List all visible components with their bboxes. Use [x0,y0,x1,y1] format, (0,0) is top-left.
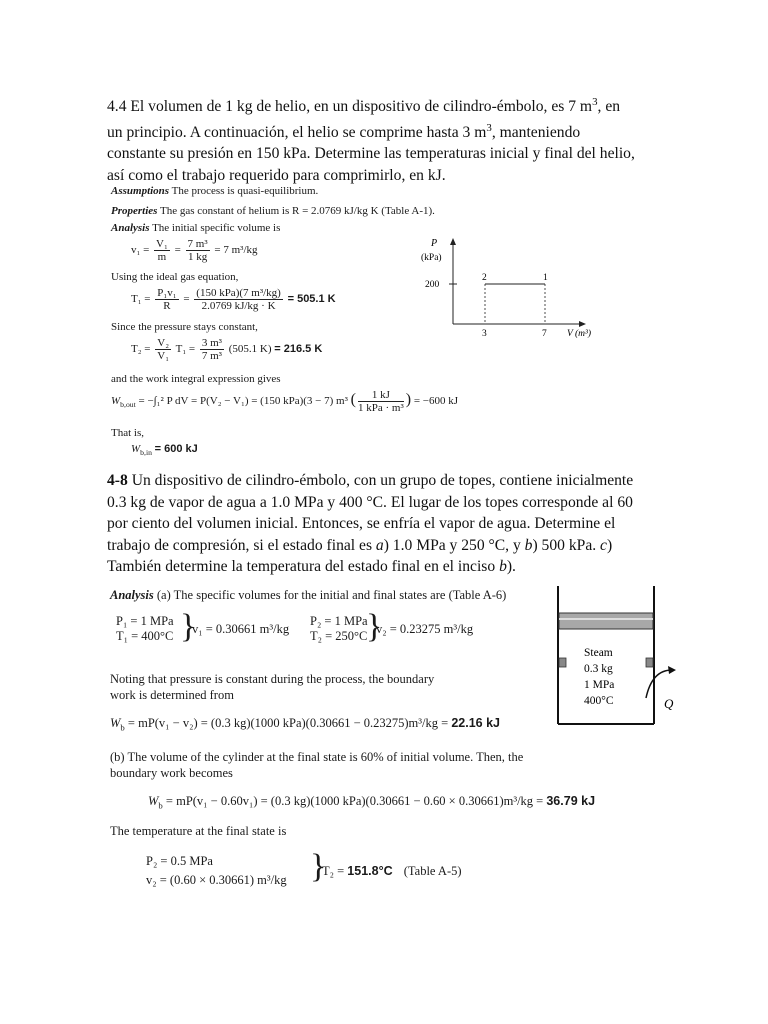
p-axis-label: P [431,238,438,249]
state-2-brace: } [366,608,383,645]
state-2-specific-volume: v₂ = 0.23275 m³/kg [376,622,474,636]
problem-4-8-statement [107,470,667,578]
state-1-brace: } [180,608,197,645]
equation-work-a: $W_b = mP(v_1 - v_2) = (0.3$ kg)(1000 kPa)(0.30661 − 0.23275)m³/kg = 22.16 kJ [110,716,500,733]
equation-work-out: $W_{b,out} = -\int_1^2$ P dV = P(V₂ − V₁) = (150 kPa)(3 − 7) m³ ( $\frac{1 kJ}{\text{1 kPa · m³}}$ ) = −600 kJ [111,389,459,414]
problem-4-8-line-4: trabajo de compresión, si el estado final es a) 1.0 MPa y 250 °C, y b) 500 kPa. c) [107,536,613,554]
label-steam: Steam [584,647,613,659]
state-1-pressure: P₁ = 1 MPa [116,614,174,628]
piston-cylinder-figure [548,586,688,728]
work-integral-line: and the work integral expression gives [111,373,281,385]
problem-4-8-line-2: 0.3 kg de vapor de agua a 1.0 MPa y 400 °C. El lugar de los topes corresponde al 60 [107,493,633,511]
p-axis-arrow [450,238,456,245]
state-2-pressure: P₂ = 1 MPa [310,614,368,628]
equation-work-in: $W_{b,in} = 600$ kJ [131,443,198,458]
piston [559,613,653,629]
heat-arrow [646,670,672,698]
note-line-1: Noting that pressure is constant during the process, the boundary [110,672,435,686]
v-axis-label: V (m³) [567,329,592,339]
stop-right [646,658,653,667]
v-axis-arrow [579,321,586,327]
state-1-label: 1 [543,273,548,283]
label-mass: 0.3 kg [584,663,613,675]
part-b-line-2: boundary work becomes [110,766,233,780]
v-tick-3: 3 [482,329,487,339]
problem-4-4-line-3: constante su presión en 150 kPa. Determine las temperaturas inicial y final del helio, [107,145,635,163]
equation-work-b: $W_b = mP(v_1 - 0.60v_1) = (0.3$ kg)(1000 kPa)(0.30661 − 0.60 × 0.30661)m³/kg = 36.79 kJ [148,794,596,811]
pressure-constant-line: Since the pressure stays constant, [111,321,258,333]
heat-arrow-head [668,666,676,674]
problem-4-4-line-1: 4.4 El volumen de 1 kg de helio, en un dispositivo de cilindro-émbolo, es 7 $m^3$, en [107,96,621,116]
p-tick-200: 200 [425,280,440,290]
state-2-temperature: T₂ = 250°C [310,629,368,643]
problem-4-8-line-1: 4-8 Un dispositivo de cilindro-émbolo, con un grupo de topes, contiene inicialmente [107,472,634,489]
equation-v1: v₁ = $\frac{\text{V₁}}{m}$ = $\frac{\text{7 m³}}{1 kg}$ = 7 m³/kg [131,238,258,263]
ideal-gas-line: Using the ideal gas equation, [111,271,239,283]
equation-t1: T₁ = $\frac{\text{P₁v₁}}{R}$ = $\frac{\text{(150 kPa)(7 m³/kg)}}{2.0769 kJ/kg \cdot K}$ = 505.1 K [131,287,336,312]
state-1-specific-volume: v₁ = 0.30661 m³/kg [192,622,290,636]
state-1-block [116,614,174,644]
label-pressure: 1 MPa [584,679,615,691]
problem-4-8-line-3: por ciento del volumen inicial. Entonces, se enfría el vapor de agua. Determine el [107,515,616,532]
state-final-pressure: P₂ = 0.5 MPa [146,854,213,868]
analysis-line: Analysis The initial specific volume is [111,222,281,234]
label-q: Q [664,696,674,711]
label-temperature: 400°C [584,695,614,707]
p-axis-unit: (kPa) [421,253,442,263]
problem-4-8-line-5: También determine la temperatura del estado final en el inciso b). [107,558,516,575]
properties-line: Properties The gas constant of helium is R = 2.0769 kJ/kg K (Table A-1). [111,205,435,217]
final-temperature-line: The temperature at the final state is [110,824,287,838]
state-2-label: 2 [482,273,487,283]
state-2-block [310,614,368,644]
problem-4-4-line-4: así como el trabajo requerido para comprimirlo, en kJ. [107,166,446,184]
note-line-2: work is determined from [110,688,234,702]
state-final-temperature: T₂ = 151.8°C (Table A-5) [322,864,462,878]
state-final-specific-volume: v₂ = (0.60 × 0.30661) m³/kg [146,873,287,887]
problem-4-4-line-2: un principio. A continuación, el helio se comprime hasta 3 $m^3$, manteniendo [107,121,581,141]
state-final-block [146,854,287,888]
analysis-48-line: Analysis (a) The specific volumes for the initial and final states are (Table A-6) [110,588,507,602]
equation-t2: T₂ = $\frac{\text{V₂}}{\text{V₁}}$ T₁ = $\frac{\text{3 m³}}{\text{7 m³}}$ (505.1 K) = 216.5 K [131,337,323,362]
v-tick-7: 7 [542,329,547,339]
problem-4-4-statement [107,92,667,186]
state-1-temperature: T₁ = 400°C [116,629,174,643]
assumptions-line: Assumptions The process is quasi-equilibrium. [111,185,319,197]
pv-diagram [415,236,615,346]
stop-left [559,658,566,667]
part-b-line-1: (b) The volume of the cylinder at the final state is 60% of initial volume. Then, the [110,750,524,764]
state-final-brace: } [310,848,327,885]
that-is-line: That is, [111,427,144,439]
